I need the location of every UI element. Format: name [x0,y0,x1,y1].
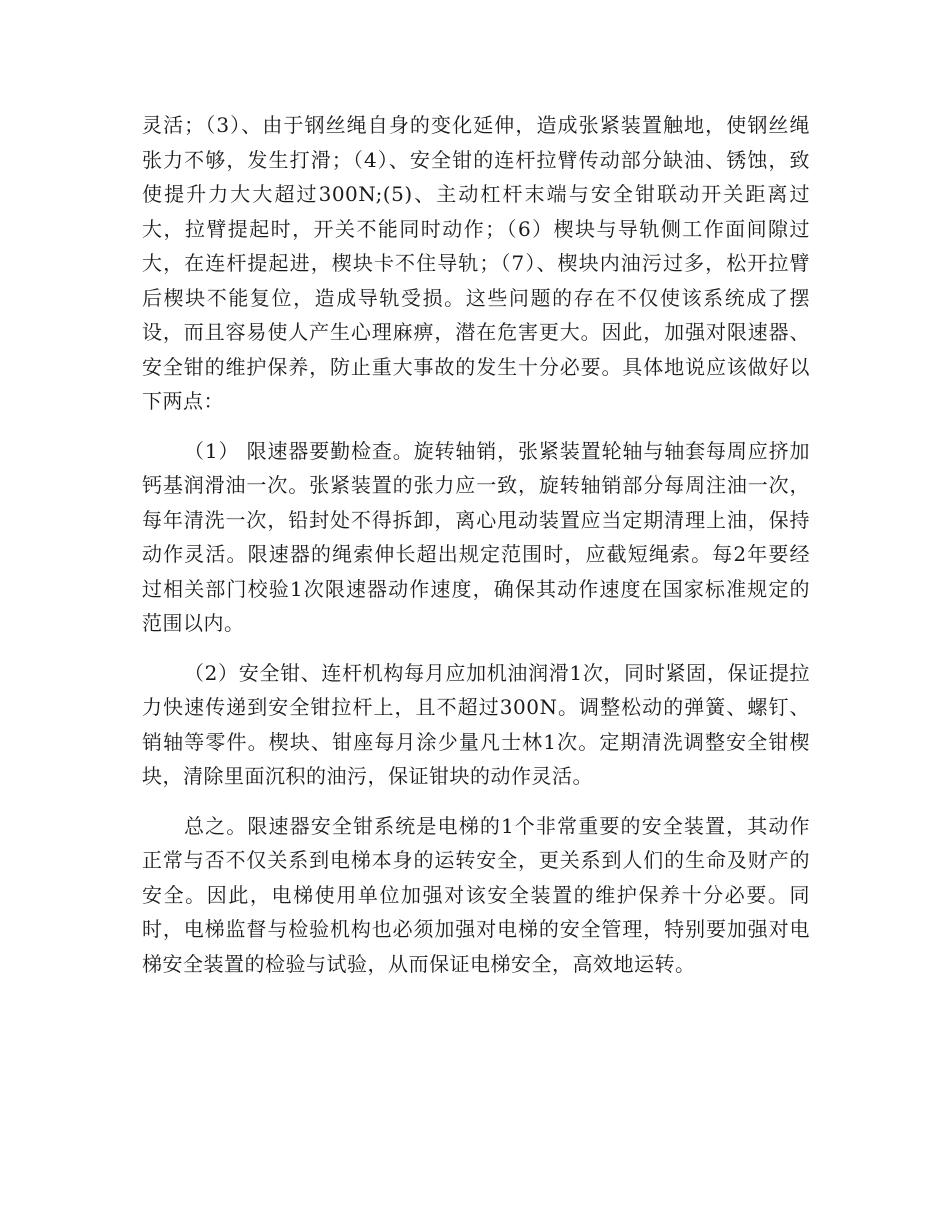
paragraph-conclusion: 总之。限速器安全钳系统是电梯的1个非常重要的安全装置，其动作正常与否不仅关系到电梯本身的运转安全，更关系到人们的生命及财产的安全。因此，电梯使用单位加强对该安全装置的维护保养十分必要。同时，电梯监督与检验机构也必须加强对电梯的安全管理，特别要加强对电梯安全装置的检验与试验，从而保证电梯安全，高效地运转。 [142,813,810,976]
paragraph-point-2: （2）安全钳、连杆机构每月应加机油润滑1次，同时紧固，保证提拉力快速传递到安全钳拉杆上，且不超过300N。调整松动的弹簧、螺钉、销轴等零件。楔块、钳座每月涂少量凡士林1次。定期清洗调整安全钳楔块，清除里面沉积的油污，保证钳块的动作灵活。 [142,660,810,788]
paragraph-point-1: （1） 限速器要勤检查。旋转轴销，张紧装置轮轴与轴套每周应挤加钙基润滑油一次。张紧装置的张力应一致，旋转轴销部分每周注油一次，每年清洗一次，铅封处不得拆卸，离心甩动装置应当定期清理上油，保持动作灵活。限速器的绳索伸长超出规定范围时，应截短绳索。每2年要经过相关部门校验1次限速器动作速度，确保其动作速度在国家标准规定的范围以内。 [142,438,810,635]
document-body [142,108,810,996]
paragraph-continuation: 灵活；（3）、由于钢丝绳自身的变化延伸，造成张紧装置触地，使钢丝绳张力不够，发生打滑；（4）、安全钳的连杆拉臂传动部分缺油、锈蚀，致使提升力大大超过300N;(5)、主动杠杆末端与安全钳联动开关距离过大，拉臂提起时，开关不能同时动作；（6）楔块与导轨侧工作面间隙过大，在连杆提起进，楔块卡不住导轨；（7）、楔块内油污过多，松开拉臂后楔块不能复位，造成导轨受损。这些问题的存在不仅使该系统成了摆设，而且容易使人产生心理麻痹，潜在危害更大。因此，加强对限速器、安全钳的维护保养，防止重大事故的发生十分必要。具体地说应该做好以下两点： [142,113,810,413]
